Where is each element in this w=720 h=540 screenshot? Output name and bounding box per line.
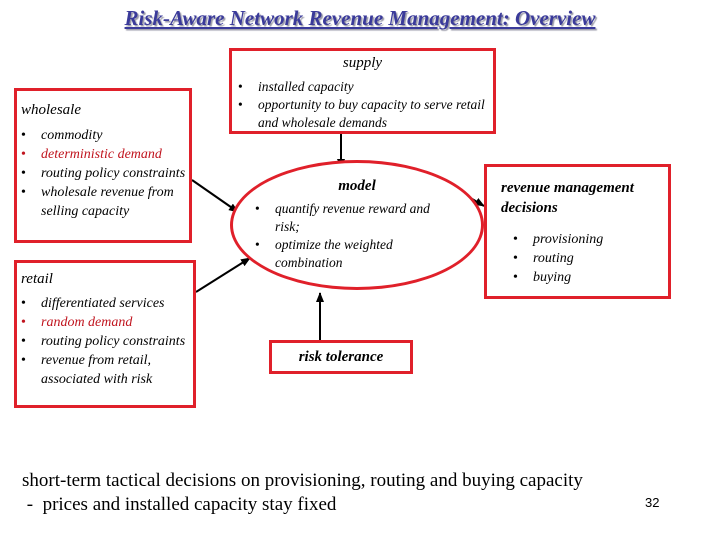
model-ellipse xyxy=(230,160,484,290)
summary-line-2: - prices and installed capacity stay fixed xyxy=(22,494,337,515)
page-title: Risk-Aware Network Revenue Management: Overview xyxy=(124,6,596,30)
list-item: • optimize the weighted combination xyxy=(253,236,431,272)
supply-list xyxy=(236,78,493,132)
list-item: • opportunity to buy capacity to serve retail and wholesale demands xyxy=(236,96,493,132)
revenue-management-heading: revenue management decisions xyxy=(501,180,634,216)
revenue-management-list xyxy=(511,230,661,287)
list-item: • provisioning xyxy=(511,230,661,249)
retail-box xyxy=(14,260,196,408)
page-number: 32 xyxy=(645,495,660,510)
list-item: • buying xyxy=(511,268,661,287)
list-item: • commodity xyxy=(19,126,191,145)
list-item: • installed capacity xyxy=(236,78,493,96)
risk-tolerance-box xyxy=(269,340,413,374)
wholesale-heading: wholesale xyxy=(21,102,81,118)
list-item: • routing policy constraints xyxy=(19,164,191,183)
wholesale-list xyxy=(19,126,191,221)
list-item: • revenue from retail, associated with risk xyxy=(19,351,195,389)
retail-list xyxy=(19,294,195,389)
summary-line-1: short-term tactical decisions on provisioning, routing and buying capacity xyxy=(22,470,583,491)
model-heading: model xyxy=(338,178,376,194)
list-item: • quantify revenue reward and risk; xyxy=(253,200,431,236)
arrow-retail-to-model xyxy=(196,258,250,292)
arrow-wholesale-to-model xyxy=(192,180,238,212)
list-item: • routing xyxy=(511,249,661,268)
risk-tolerance-label: risk tolerance xyxy=(298,349,384,365)
list-item: • deterministic demand xyxy=(19,145,191,164)
list-item: • differentiated services xyxy=(19,294,195,313)
retail-heading: retail xyxy=(21,271,53,287)
revenue-management-box xyxy=(484,164,671,299)
model-list xyxy=(253,200,431,272)
list-item: • wholesale revenue from selling capacity xyxy=(19,183,191,221)
list-item: • routing policy constraints xyxy=(19,332,195,351)
supply-heading: supply xyxy=(342,55,383,71)
wholesale-box xyxy=(14,88,192,243)
supply-box xyxy=(229,48,496,134)
list-item: • random demand xyxy=(19,313,195,332)
